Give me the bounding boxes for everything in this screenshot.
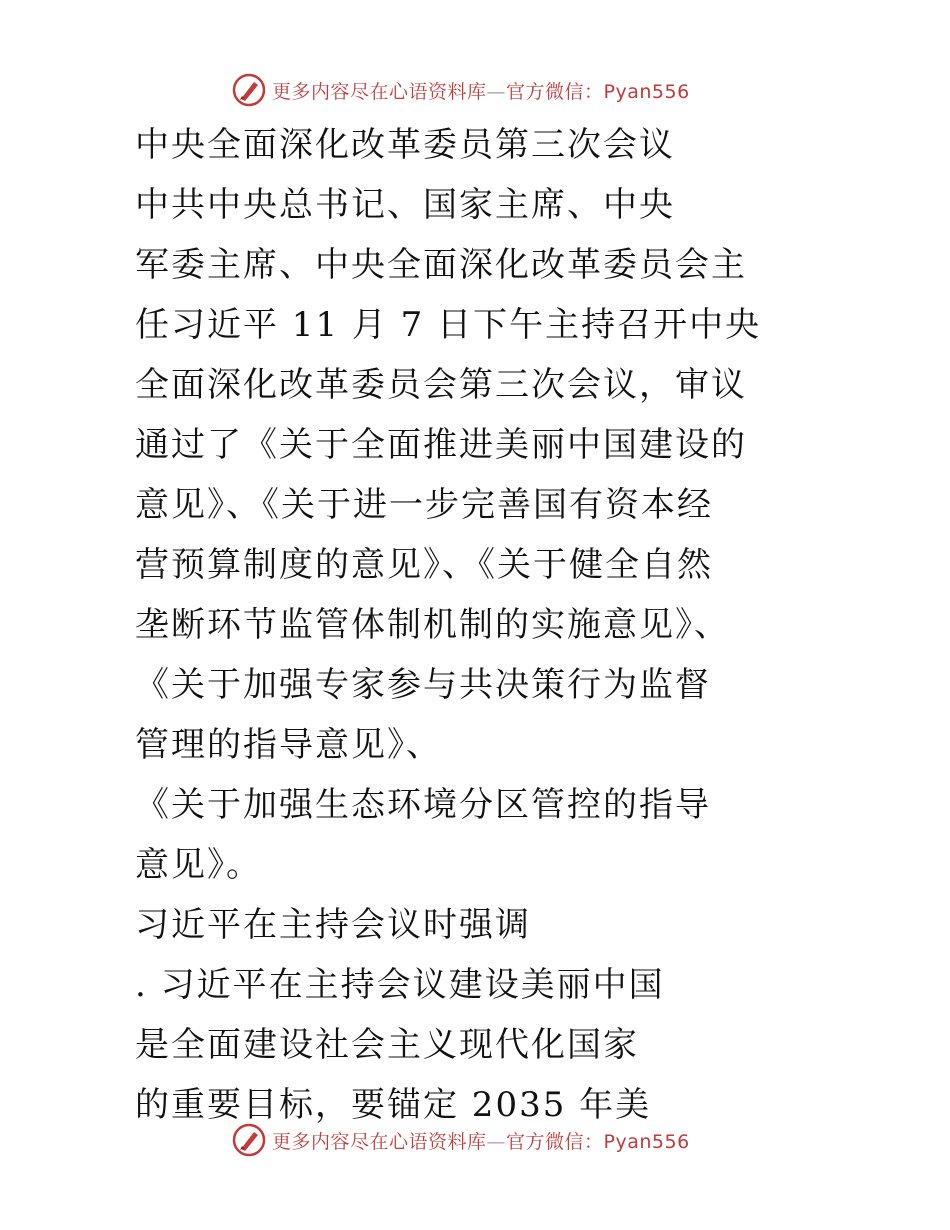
document-title: 中央全面深化改革委员第三次会议	[135, 125, 675, 165]
footer-watermark-banner	[232, 1122, 690, 1158]
paragraph-line: 是全面建设社会主义现代化国家	[135, 1025, 639, 1065]
paragraph-line: 任习近平 11 月 7 日下午主持召开中央	[135, 305, 762, 345]
banner-separator: —	[486, 1130, 507, 1153]
paragraph-line: 习近平在主持会议时强调	[135, 905, 531, 945]
paragraph-line: 军委主席、中央全面深化改革委员会主	[135, 245, 747, 285]
document-body	[135, 115, 895, 1135]
header-watermark-banner	[232, 72, 690, 108]
banner-text	[272, 77, 690, 104]
paragraph-line: 通过了《关于全面推进美丽中国建设的	[135, 425, 747, 465]
banner-contact-label: 官方微信：	[506, 80, 604, 103]
paragraph-line: 管理的指导意见》、	[135, 725, 442, 765]
banner-separator: —	[486, 80, 507, 103]
paragraph-line: 的重要目标，要锚定 2035 年美	[135, 1085, 652, 1125]
banner-contact-label: 官方微信：	[506, 1130, 604, 1153]
paragraph-line: 意见》、《关于进一步完善国有资本经	[135, 485, 713, 525]
paragraph-line: . 习近平在主持会议建设美丽中国	[135, 965, 665, 1005]
paragraph-line: 中共中央总书记、国家主席、中央	[135, 185, 675, 225]
quill-pen-icon	[232, 1123, 266, 1157]
paragraph-line: 意见》。	[135, 845, 262, 885]
paragraph-line: 营预算制度的意见》、《关于健全自然	[135, 545, 713, 585]
banner-text	[272, 1127, 690, 1154]
paragraph-line: 《关于加强生态环境分区管控的指导	[135, 785, 711, 825]
paragraph-line: 垄断环节监管体制机制的实施意见》、	[135, 605, 730, 645]
paragraph-line: 《关于加强专家参与共决策行为监督	[135, 665, 711, 705]
paragraph-line: 全面深化改革委员会第三次会议，审议	[135, 365, 747, 405]
banner-slogan: 更多内容尽在心语资料库	[272, 1130, 487, 1153]
banner-slogan: 更多内容尽在心语资料库	[272, 80, 487, 103]
banner-contact-id: Pyan556	[603, 1130, 690, 1153]
banner-contact-id: Pyan556	[603, 80, 690, 103]
quill-pen-icon	[232, 73, 266, 107]
